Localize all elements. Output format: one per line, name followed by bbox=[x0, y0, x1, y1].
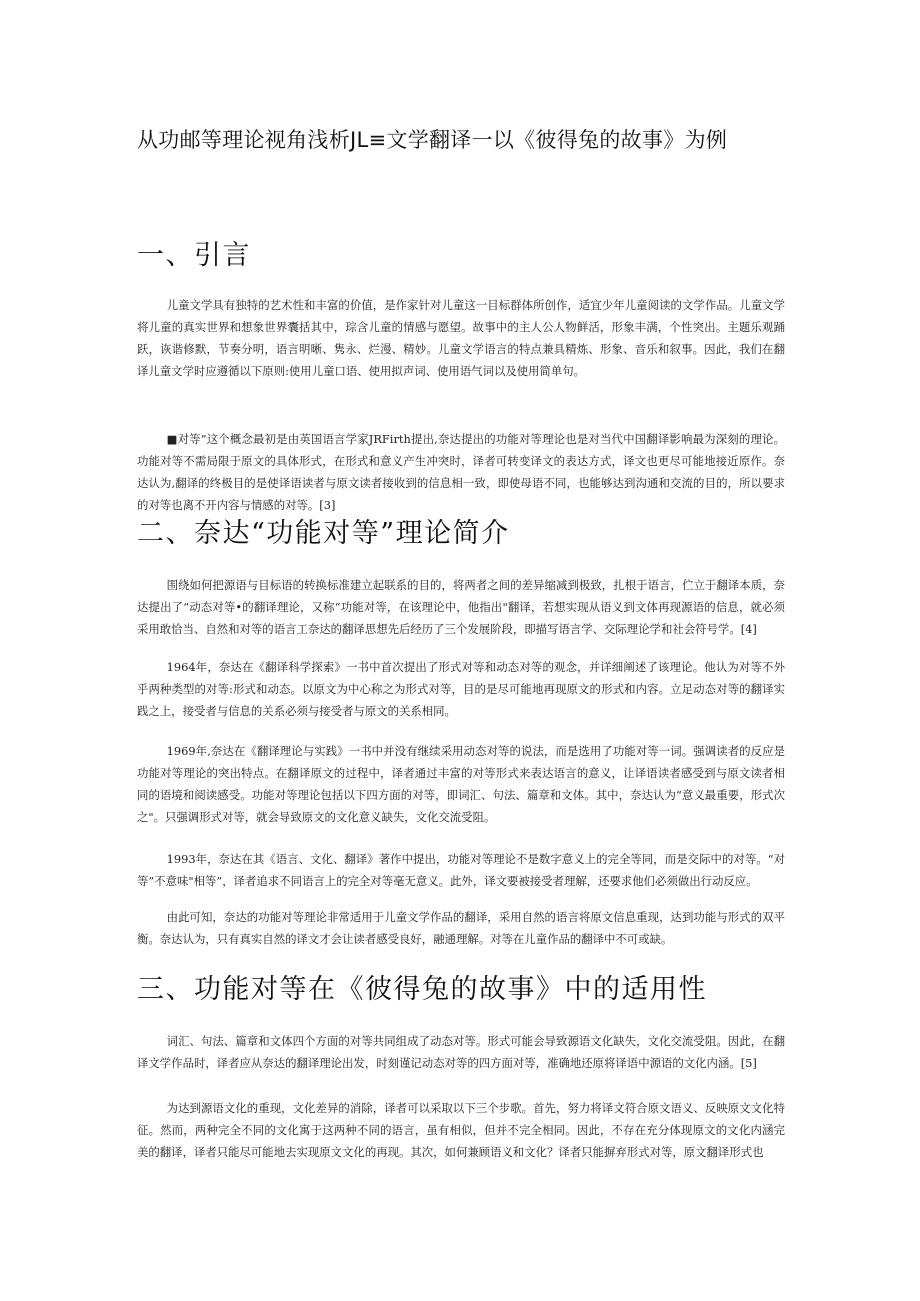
paragraph: 由此可知，奈达的功能对等理论非常适用于儿童文学作品的翻译，采用自然的语言将原文信息重现，达到功能与形式的双平衡。奈达认为，只有真实自然的译文才会让读者感受良好，融通理解。对等在儿童作品的翻译中不可或缺。 bbox=[137, 910, 785, 946]
paragraph: 词汇、句法、篇章和文体四个方面的对等共同组成了动态对等。形式可能会导致源语文化缺失，文化交流受阻。因此，在翻译文学作品时，译者应从奈达的翻译理论出发，时刻谨记动态对等的四方面对等，准确地还原将译语中源语的文化内涵。[5] bbox=[137, 1034, 785, 1070]
paragraph: ■对等”这个概念最初是由英国语言学家JRFirth提出,奈达提出的功能对等理论也是对当代中国翻译影响最为深刻的理论。功能对等不需局限于原文的具体形式，在形式和意义产生冲突时，译者可转变译文的表达方式，译文也更尽可能地接近原作。奈达认为,翻译的终极目的是使译语读者与原文读者接收到的信息相一致，即使母语不同，也能够达到沟通和交流的目的，所以要求的对等也离不开内容与情感的对等。[3] bbox=[137, 432, 785, 512]
paragraph: 围绕如何把源语与目标语的转换标准建立起联系的目的，将两者之间的差异缩减到极致，扎根于语言，伫立于翻译本质，奈达提出了“动态对等•的翻译理论，又称“功能对等，在该理论中，他指出"翻译，若想实现从语义到文体再现源语的信息，就必须采用敢恰当、自然和对等的语言工奈达的翻译思想先后经历了三个发展阶段，即描写语言学、交际理论学和社会符号学。[4] bbox=[137, 578, 785, 636]
paragraph: 1969年,奈达在《翻译理论与实践》一书中并没有继续采用动态对等的说法，而是选用了功能对等一词。强调读者的反应是功能对等理论的突出特点。在翻译原文的过程中，译者通过丰富的对等形式来表达语言的意义，让译语读者感受到与原文读者相同的语境和阅读感受。功能对等理论包括以下四方面的对等，即词汇、句法、篇章和文体。其中，奈达认为“意义最重要，形式次之"。只强调形式对等，就会导致原文的文化意义缺失，文化交流受阻。 bbox=[137, 744, 785, 824]
section-heading-introduction: 一、引言 bbox=[137, 240, 251, 271]
paragraph: 儿童文学具有独特的艺术性和丰富的价值，是作家针对儿童这一目标群体所创作，适宜少年儿童阅读的文学作品。儿童文学将儿童的真实世界和想象世界囊括其中，琮含儿童的情感与愿望。故事中的主人公人物鲜活，形象丰满，个性突出。主题乐观踊跃，诙谐修默，节奏分明，语言明晰、隽永、烂漫、精妙。儿童文学语言的特点兼具精炼、形象、音乐和叙事。因此，我们在翻译儿童文学时应遵循以下原则:使用儿童口语、使用拟声词、使用语气词以及使用简单句。 bbox=[137, 298, 785, 378]
paragraph: 1964年，奈达在《翻译科学探索》一书中首次提出了形式对等和动态对等的观念，并详细阐述了该理论。他认为对等不外乎两种类型的对等:形式和动态。以原文为中心称之为形式对等，目的是尽可能地再现原文的形式和内容。立足动态对等的翻译实践之上，接受者与信息的关系必须与接受者与原文的关系相同。 bbox=[137, 660, 785, 718]
paragraph: 为达到源语文化的重现，文化差异的消除，译者可以采取以下三个步歌。首先，努力将译文符合原文语义、反映原文文化特征。然而，两种完全不同的文化寓于这两种不同的语言，虽有相似，但并不完全相同。因此，不存在充分体现原文的文化内涵完美的翻译，译者只能尽可能地去实现原文文化的再现。其次，如何兼顾语义和文化？译者只能摒弃形式对等，原文翻译形式也 bbox=[137, 1101, 785, 1159]
section-heading-applicability: 三、功能对等在《彼得兔的故事》中的适用性 bbox=[137, 974, 707, 1005]
section-heading-nida-theory: 二、奈达“功能对等”理论简介 bbox=[137, 518, 510, 549]
document-title: 从功邮等理论视角浅析JL≡文学翻译一以《彼得兔的故事》为例 bbox=[137, 128, 728, 152]
paragraph: 1993年，奈达在其《语言、文化、翻译》著作中提出，功能对等理论不是数字意义上的完全等同，而是交际中的对等。“对等”不意味"相等”，译者追求不同语言上的完全对等毫无意义。此外，译文要被接受者理解，还要求他们必须做出行动反应。 bbox=[137, 852, 785, 888]
